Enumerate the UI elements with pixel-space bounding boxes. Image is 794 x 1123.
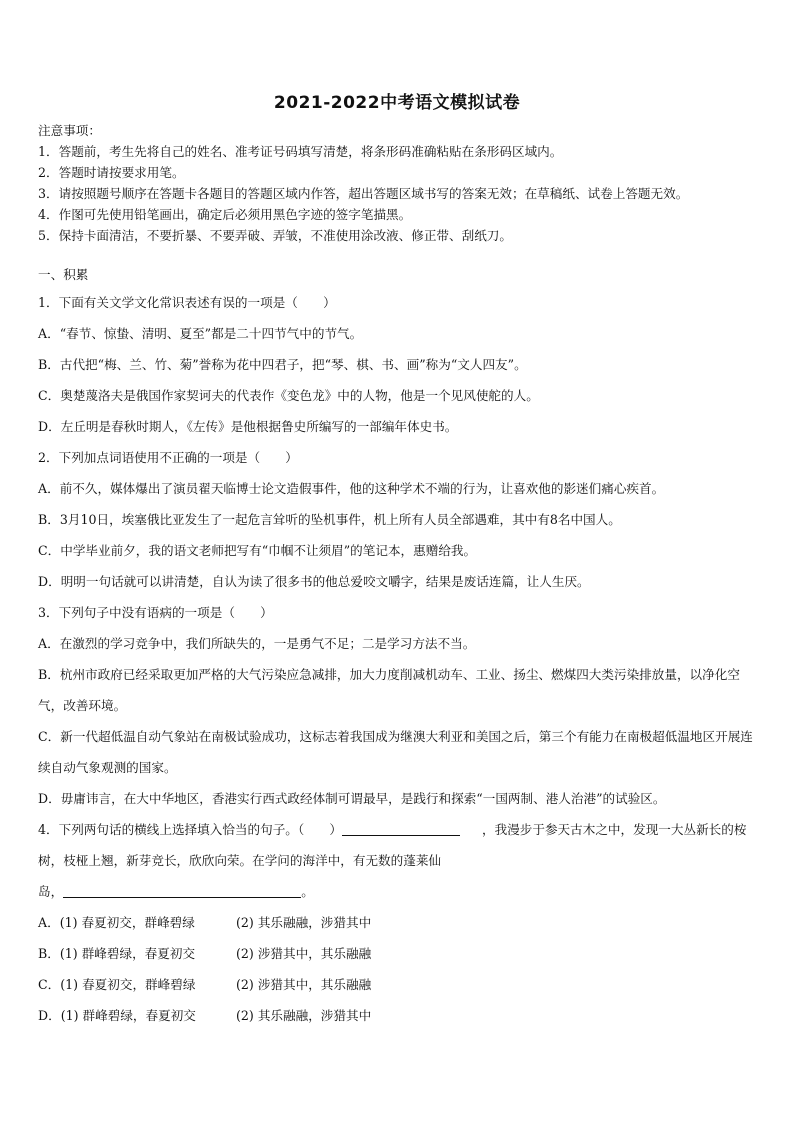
q4-option-c-part1: C．(1) 春夏初交，群峰碧绿 [38, 977, 196, 992]
note-item: 2．答题时请按要求用笔。 [38, 165, 185, 180]
q4-stem-tail [38, 876, 760, 907]
note-item: 5．保持卡面清洁，不要折暴、不要弄破、弄皱，不准使用涂改液、修正带、刮纸刀。 [38, 228, 512, 243]
q4-option-d-part1: D．(1) 群峰碧绿，春夏初交 [38, 1008, 196, 1023]
answer-blank-1 [342, 821, 460, 836]
q4-option-b-part1: B．(1) 群峰碧绿，春夏初交 [38, 946, 196, 961]
q4-option-b-part2: (2) 涉猎其中，其乐融融 [236, 946, 372, 961]
q4-option-a-part2: (2) 其乐融融，涉猎其中 [236, 915, 372, 930]
q1-option-a: A．“春节、惊蛰、清明、夏至”都是二十四节气中的节气。 [38, 326, 363, 341]
q4-stem-body: ，我漫步于参天古木之中，发现一大丛新长的桉树，枝桠上翘，新芽竞长，欣欣向荣。在学问的海洋中，有无数的蓬莱仙 [38, 822, 747, 868]
q2-stem: 2．下列加点词语使用不正确的一项是（ ） [38, 450, 298, 465]
notes-heading: 注意事项： [38, 123, 101, 138]
questions [38, 262, 760, 1031]
q3-option-a: A．在激烈的学习竞争中，我们所缺失的，一是勇气不足；二是学习方法不当。 [38, 636, 476, 651]
q4-option-a-part1: A．(1) 春夏初交，群峰碧绿 [38, 915, 195, 930]
q4-option-c-part2: (2) 涉猎其中，其乐融融 [236, 977, 372, 992]
q2-option-d: D．明明一句话就可以讲清楚，自认为读了很多书的他总爱咬文嚼字，结果是废话连篇，让人生厌。 [38, 574, 590, 589]
q1-stem: 1．下面有关文学文化常识表述有误的一项是（ ） [38, 295, 336, 310]
q4-option-c [38, 969, 760, 1000]
q3-option-d: D．毋庸讳言，在大中华地区，香港实行西式政经体制可谓最早，是践行和探索“一国两制、港人治港”的试验区。 [38, 791, 666, 806]
note-item: 4．作图可先使用铅笔画出，确定后必须用黑色字迹的签字笔描黑。 [38, 207, 412, 222]
page-title: 2021-2022中考语文模拟试卷 [273, 93, 521, 113]
q3-stem: 3．下列句子中没有语病的一项是（ ） [38, 605, 273, 620]
q4-stem-end: 。 [301, 884, 314, 899]
q4-option-b [38, 938, 760, 969]
q4-option-a [38, 907, 760, 938]
q3-option-c: C．新一代超低温自动气象站在南极试验成功，这标志着我国成为继澳大利亚和美国之后，第三个有能力在南极超低温地区开展连续自动气象观测的国家。 [38, 729, 753, 775]
q1-option-b: B．古代把“梅、兰、竹、菊”誉称为花中四君子，把“琴、棋、书、画”称为“文人四友”。 [38, 357, 527, 372]
q2-option-c: C．中学毕业前夕，我的语文老师把写有“巾帼不让须眉”的笔记本，惠赠给我。 [38, 543, 477, 558]
q4-option-d [38, 1000, 760, 1031]
section-heading: 一、积累 [38, 267, 89, 282]
notes-block [38, 120, 778, 246]
q1-option-c: C．奥楚蔑洛夫是俄国作家契诃夫的代表作《变色龙》中的人物，他是一个见风使舵的人。 [38, 388, 539, 403]
note-item: 1．答题前，考生先将自己的姓名、准考证号码填写清楚，将条形码准确粘贴在条形码区域内。 [38, 144, 563, 159]
note-item: 3．请按照题号顺序在答题卡各题目的答题区域内作答，超出答题区域书写的答案无效；在草稿纸、试卷上答题无效。 [38, 186, 689, 201]
q1-option-d: D．左丘明是春秋时期人，《左传》是他根据鲁史所编写的一部编年体史书。 [38, 419, 458, 434]
q4-option-d-part2: (2) 其乐融融，涉猎其中 [236, 1008, 372, 1023]
q2-option-a: A．前不久，媒体爆出了演员翟天临博士论文造假事件，他的这种学术不端的行为，让喜欢他的影迷们痛心疾首。 [38, 481, 665, 496]
q2-option-b: B．3月10日，埃塞俄比亚发生了一起危言耸听的坠机事件，机上所有人员全部遇难，其中有8名中国人。 [38, 512, 621, 527]
q4-stem [38, 814, 760, 876]
answer-blank-2 [63, 883, 301, 898]
q4-stem-tail-text: 岛， [38, 884, 64, 899]
q3-option-b: B．杭州市政府已经采取更加严格的大气污染应急减排，加大力度削减机动车、工业、扬尘、燃煤四大类污染排放量，以净化空气，改善环境。 [38, 667, 740, 713]
q4-stem-lead: 4．下列两句话的横线上选择填入恰当的句子。（ ） [38, 822, 342, 837]
